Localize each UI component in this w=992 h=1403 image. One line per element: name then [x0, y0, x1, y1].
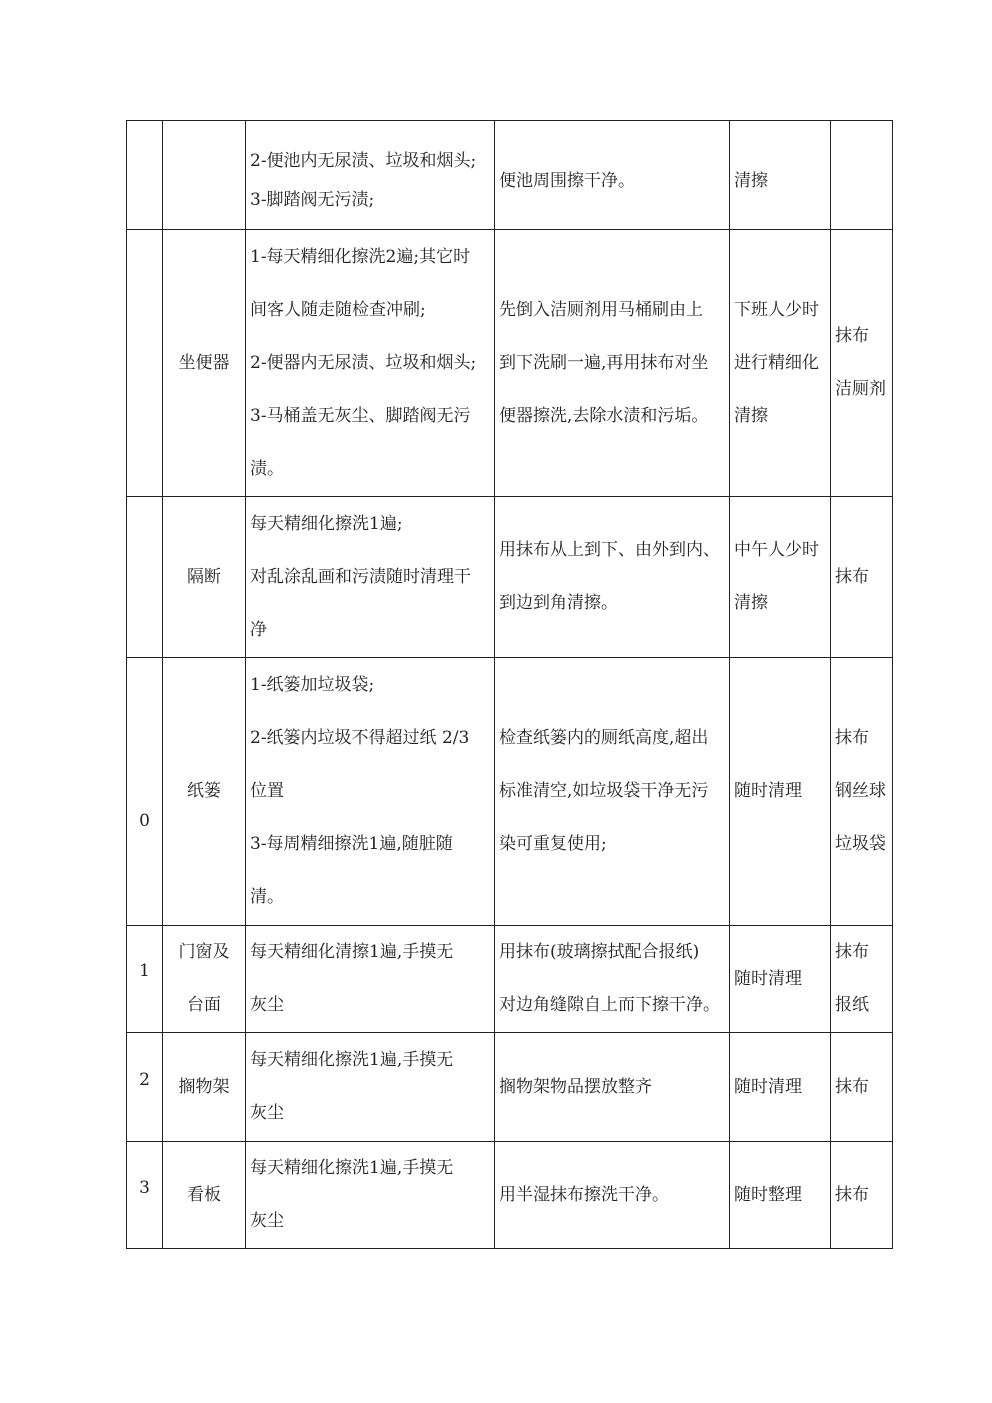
time-line: 随时清理	[734, 1076, 802, 1097]
method-cell	[495, 497, 730, 658]
time-cell	[730, 121, 831, 230]
table-row	[127, 230, 893, 497]
tool-line: 抹布	[835, 1184, 869, 1205]
tool-line: 抹布	[835, 566, 869, 587]
standard-line: 每天精细化擦洗1遍,手摸无	[250, 1158, 454, 1178]
standard-line: 3-马桶盖无灰尘、脚踏阀无污	[250, 405, 471, 426]
standard-line: 2-纸篓内垃圾不得超过纸 2/3	[250, 728, 470, 748]
standard-line: 灰尘	[250, 1211, 284, 1231]
standard-cell	[246, 1033, 495, 1142]
time-line: 随时清理	[734, 781, 802, 801]
tool-line: 钢丝球	[835, 781, 886, 801]
tool-line: 报纸	[835, 995, 869, 1015]
standard-cell	[246, 230, 495, 497]
standard-line: 渍。	[250, 458, 284, 479]
method-line: 用抹布(玻璃擦拭配合报纸)	[499, 942, 700, 962]
tool-line: 抹布	[835, 326, 869, 346]
standard-cell	[246, 121, 495, 230]
table-row	[127, 1033, 893, 1142]
item-name: 纸篓	[163, 658, 246, 926]
time-line: 清擦	[734, 170, 768, 191]
method-cell	[495, 230, 730, 497]
standard-line: 3-脚踏阀无污渍;	[250, 190, 375, 210]
standard-line: 每天精细化擦洗1遍;	[250, 513, 403, 534]
method-line: 对边角缝隙自上而下擦干净。	[499, 995, 720, 1015]
standard-line: 1-纸篓加垃圾袋;	[250, 675, 375, 695]
standard-line: 1-每天精细化擦洗2遍;其它时	[250, 246, 471, 267]
standard-line: 每天精细化擦洗1遍,手摸无	[250, 1050, 454, 1070]
table-row	[127, 658, 893, 926]
standard-line: 清。	[250, 887, 284, 907]
time-line: 随时清理	[734, 968, 802, 989]
time-line: 进行精细化	[734, 352, 819, 373]
standard-line: 间客人随走随检查冲刷;	[250, 299, 426, 320]
tool-line: 抹布	[835, 728, 869, 748]
method-line: 染可重复使用;	[499, 834, 607, 854]
item-name	[163, 926, 246, 1033]
method-line: 用抹布从上到下、由外到内、	[499, 540, 720, 560]
standard-line: 2-便器内无尿渍、垃圾和烟头;	[250, 352, 477, 373]
item-name: 隔断	[163, 497, 246, 658]
row-number	[127, 497, 163, 658]
tool-line: 抹布	[835, 942, 869, 962]
item-name: 看板	[163, 1142, 246, 1249]
method-cell	[495, 926, 730, 1033]
tools-cell	[831, 658, 893, 926]
tool-line: 洁厕剂	[835, 379, 886, 399]
method-line: 检查纸篓内的厕纸高度,超出	[499, 728, 709, 748]
tools-cell	[831, 926, 893, 1033]
time-cell	[730, 926, 831, 1033]
tools-cell	[831, 230, 893, 497]
row-number	[127, 230, 163, 497]
tools-cell	[831, 121, 893, 230]
time-cell	[730, 230, 831, 497]
method-cell	[495, 1142, 730, 1249]
method-line: 先倒入洁厕剂用马桶刷由上	[499, 299, 703, 320]
time-line: 随时整理	[734, 1184, 802, 1205]
method-line: 便器擦洗,去除水渍和污垢。	[499, 405, 709, 426]
method-line: 用半湿抹布擦洗干净。	[499, 1184, 669, 1205]
time-line: 中午人少时	[734, 540, 819, 560]
standard-line: 每天精细化清擦1遍,手摸无	[250, 942, 454, 962]
time-cell	[730, 497, 831, 658]
standard-line: 灰尘	[250, 995, 284, 1015]
standard-line: 3-每周精细擦洗1遍,随脏随	[250, 834, 453, 854]
standard-cell	[246, 1142, 495, 1249]
method-line: 搁物架物品摆放整齐	[499, 1076, 652, 1097]
row-number: 0	[127, 658, 163, 926]
table-row	[127, 121, 893, 230]
method-line: 到边到角清擦。	[499, 593, 618, 613]
standard-cell	[246, 658, 495, 926]
standard-line: 2-便池内无尿渍、垃圾和烟头;	[250, 151, 477, 171]
time-line: 清擦	[734, 593, 768, 613]
standard-cell	[246, 497, 495, 658]
tools-cell	[831, 1142, 893, 1249]
time-line: 下班人少时	[734, 299, 819, 320]
row-number	[127, 121, 163, 230]
time-cell	[730, 658, 831, 926]
standard-line: 灰尘	[250, 1103, 284, 1123]
item-name-line: 门窗及	[178, 942, 230, 962]
tool-line: 抹布	[835, 1076, 869, 1097]
method-cell	[495, 1033, 730, 1142]
item-name: 搁物架	[163, 1033, 246, 1142]
cleaning-standard-table	[126, 120, 893, 1249]
row-number: 3	[127, 1142, 163, 1249]
item-name-line: 台面	[187, 995, 221, 1015]
tool-line: 垃圾袋	[835, 834, 886, 854]
time-line: 清擦	[734, 405, 768, 426]
method-cell	[495, 121, 730, 230]
standard-line: 对乱涂乱画和污渍随时清理干	[250, 566, 471, 587]
row-number: 1	[127, 926, 163, 1033]
table-row	[127, 926, 893, 1033]
row-number: 2	[127, 1033, 163, 1142]
method-line: 到下洗刷一遍,再用抹布对坐	[499, 352, 709, 373]
time-cell	[730, 1033, 831, 1142]
tools-cell	[831, 1033, 893, 1142]
standard-cell	[246, 926, 495, 1033]
time-cell	[730, 1142, 831, 1249]
item-name: 坐便器	[163, 230, 246, 497]
method-line: 标准清空,如垃圾袋干净无污	[499, 781, 709, 801]
table-row	[127, 1142, 893, 1249]
item-name	[163, 121, 246, 230]
tools-cell	[831, 497, 893, 658]
standard-line: 净	[250, 619, 267, 640]
table-row	[127, 497, 893, 658]
method-line: 便池周围擦干净。	[499, 170, 635, 191]
standard-line: 位置	[250, 781, 284, 801]
method-cell	[495, 658, 730, 926]
